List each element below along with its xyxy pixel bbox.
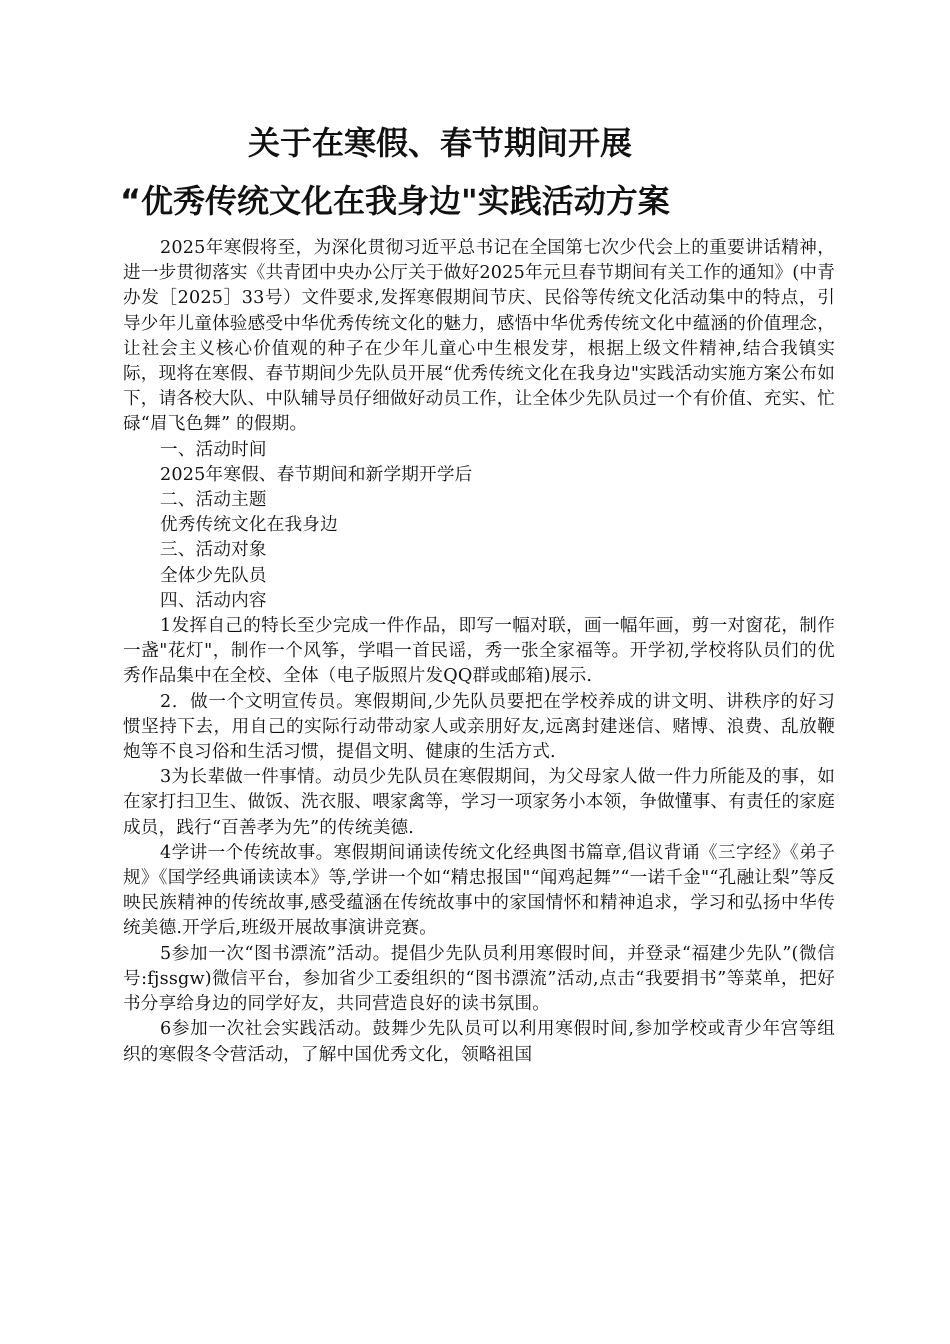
section-text-theme: 优秀传统文化在我身边 [159,515,338,536]
document-title [110,114,840,230]
section-heading-content: 四、活动内容 [159,590,267,611]
intro-paragraph: 2025年寒假将至，为深化贯彻习近平总书记在全国第七次少代会上的重要讲话精神，进一步贯彻落实《共青团中央办公厅关于做好2025年元旦春节期间有关工作的通知》(中青办发［2025］33号）文件要求,发挥寒假期间节庆、民俗等传统文化活动集中的特点，引导少年儿童体验感受中华优秀传统文化的魅力，感悟中华优秀传统文化中蕴涵的价值理念，让社会主义核心价值观的种子在少年儿童心中生根发芽，根据上级文件精神,结合我镇实际，现将在寒假、春节期间少先队员开展“优秀传统文化在我身边"实践活动实施方案公布如下，请各校大队、中队辅导员仔细做好动员工作，让全体少先队员过一个有价值、充实、忙碌“眉飞色舞” 的假期。 [123,238,835,435]
section-text-target: 全体少先队员 [159,565,267,586]
section-heading-target: 三、活动对象 [159,540,267,561]
content-item-4: 4学讲一个传统故事。寒假期间诵读传统文化经典图书篇章,倡议背诵《三字经》《弟子规》《国学经典诵读读本》等,学讲一个如“精忠报国"“闻鸡起舞”“一诺千金"“孔融让梨”等反映民族精神的传统故事,感受蕴涵在传统故事中的家国情怀和精神追求，学习和弘扬中华传统美德.开学后,班级开展故事演讲竞赛。 [123,842,835,939]
section-heading-theme: 二、活动主题 [159,490,267,511]
section-text-time: 2025年寒假、春节期间和新学期开学后 [159,464,473,485]
content-item-5: 5参加一次“图书漂流”活动。提倡少先队员利用寒假时间，并登录“福建少先队”(微信号:fjssgw)微信平台，参加省少工委组织的“图书漂流”活动,点击“我要捐书”等菜单，把好书分享给身边的同学好友，共同营造良好的读书氛围。 [123,943,835,1015]
content-item-3: 3为长辈做一件事情。动员少先队员在寒假期间，为父母家人做一件力所能及的事，如在家打扫卫生、做饭、洗衣服、喂家禽等，学习一项家务小本领，争做懂事、有责任的家庭成员，践行“百善孝为先”的传统美德. [123,767,835,838]
title-line-1: 关于在寒假、春节期间开展 [248,124,633,162]
document-body [123,236,835,1068]
title-line-2: “优秀传统文化在我身边"实践活动方案 [120,182,670,220]
content-item-6: 6参加一次社会实践活动。鼓舞少先队员可以利用寒假时间,参加学校或青少年宫等组织的寒假冬令营活动，了解中国优秀文化，领略祖国 [123,1019,835,1065]
section-heading-time: 一、活动时间 [159,439,267,460]
content-item-2: 2．做一个文明宣传员。寒假期间,少先队员要把在学校养成的讲文明、讲秩序的好习惯坚持下去，用自己的实际行动带动家人或亲朋好友,远离封建迷信、赌博、浪费、乱放鞭炮等不良习俗和生活习惯，提倡文明、健康的生活方式. [123,691,835,763]
content-item-1: 1发挥自己的特长至少完成一件作品，即写一幅对联，画一幅年画，剪一对窗花，制作一盏"花灯"，制作一个风筝，学唱一首民谣，秀一张全家福等。开学初,学校将队员们的优秀作品集中在全校、全体（电子版照片发QQ群或邮箱)展示. [123,616,835,687]
